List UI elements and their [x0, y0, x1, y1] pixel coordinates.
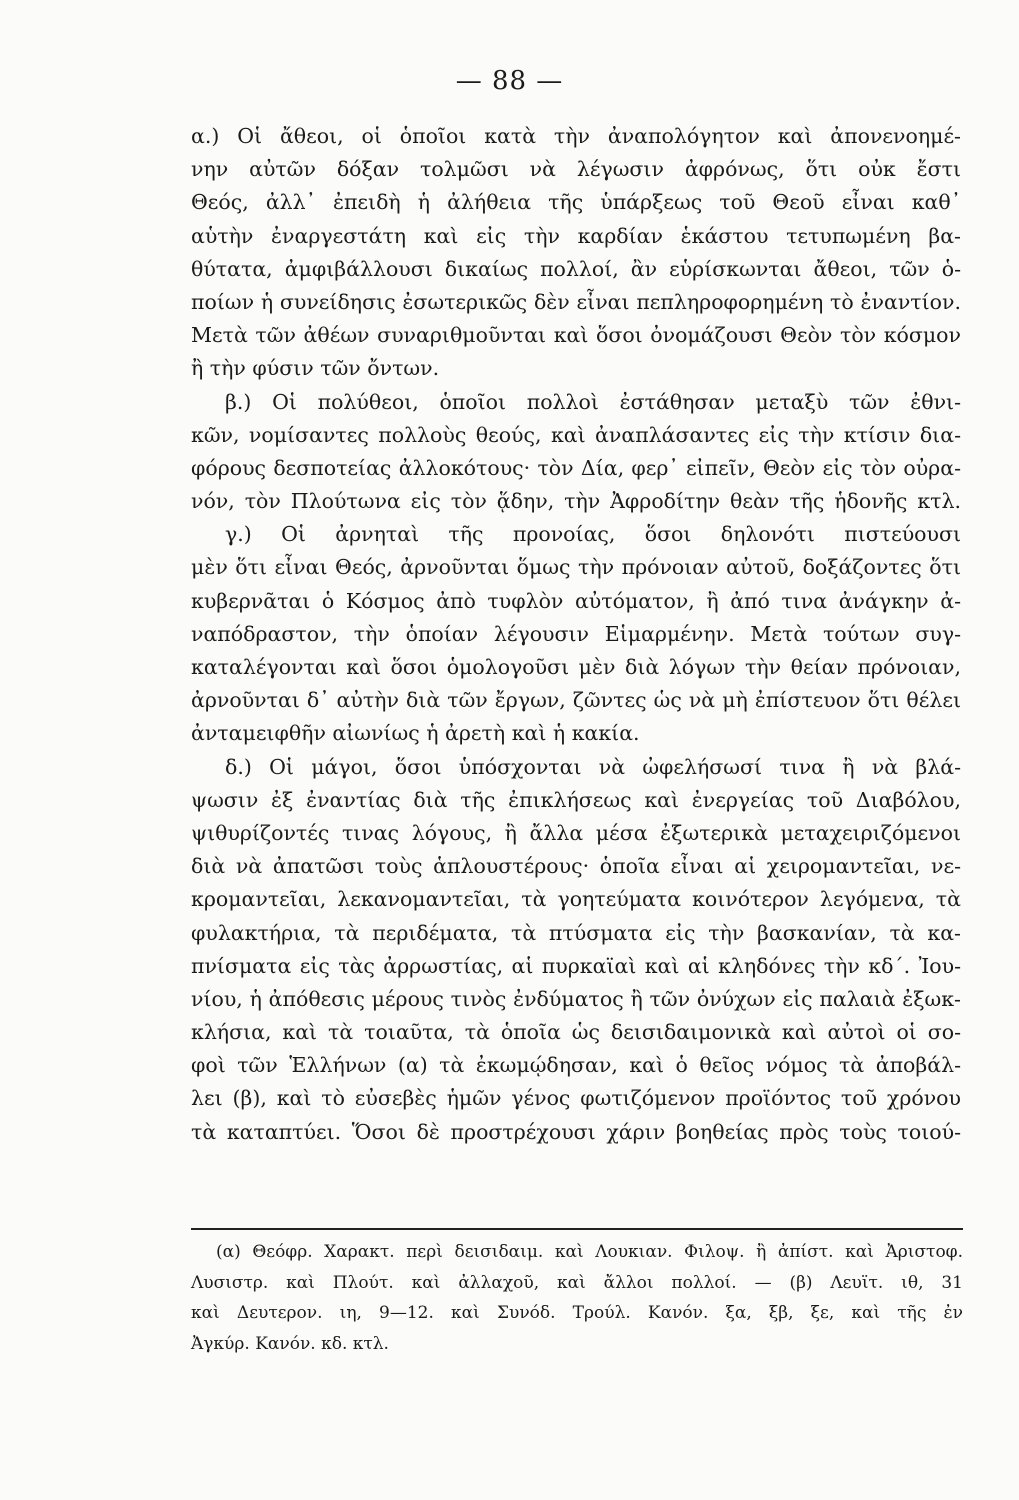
text-line: πνίσματα εἰς τὰς ἀρρωστίας, αἱ πυρκαϊαὶ καὶ αἱ κληδόνες τὴν κδ΄. Ἰου- [191, 953, 961, 978]
text-line: ψωσιν ἐξ ἐναντίας διὰ τῆς ἐπικλήσεως καὶ ἐνεργείας τοῦ Διαβόλου, [191, 787, 961, 812]
footnote-line: Ἀγκύρ. Κανόν. κδ. κτλ. [191, 1333, 389, 1354]
text-line: αὑτὴν ἐναργεστάτη καὶ εἰς τὴν καρδίαν ἑκάστου τετυπωμένη βα- [191, 223, 961, 248]
text-line: ναπόδραστον, τὴν ὁποίαν λέγουσιν Εἱμαρμένην. Μετὰ τούτων συγ- [191, 621, 961, 646]
text-line: φόρους δεσποτείας ἀλλοκότους· τὸν Δία, φερ᾽ εἰπεῖν, Θεὸν εἰς τὸν οὐρα- [191, 455, 961, 480]
main-text [191, 120, 961, 1149]
text-line: κυβερνᾶται ὁ Κόσμος ἀπὸ τυφλὸν αὐτόματον, ἢ ἀπό τινα ἀνάγκην ἀ- [191, 588, 961, 613]
text-line: γ.) Οἱ ἀρνηταὶ τῆς προνοίας, ὅσοι δηλονότι πιστεύουσι [225, 522, 961, 547]
text-line: νόν, τὸν Πλούτωνα εἰς τὸν ᾅδην, τὴν Ἀφροδίτην θεὰν τῆς ἡδονῆς κτλ. [191, 489, 961, 514]
text-line: φυλακτήρια, τὰ περιδέματα, τὰ πτύσματα εἰς τὴν βασκανίαν, τὰ κα- [191, 920, 961, 945]
text-line: κλήσια, καὶ τὰ τοιαῦτα, τὰ ὁποῖα ὡς δεισιδαιμονικὰ καὶ αὐτοὶ οἱ σο- [191, 1020, 961, 1045]
text-line: κρομαντεῖαι, λεκανομαντεῖαι, τὰ γοητεύματα κοινότερον λεγόμενα, τὰ [191, 887, 961, 912]
footnote-rule [191, 1228, 963, 1230]
text-line: ἢ τὴν φύσιν τῶν ὄντων. [191, 356, 440, 381]
text-line: ἀνταμειφθῆν αἰωνίως ἡ ἀρετὴ καὶ ἡ κακία. [191, 721, 640, 746]
text-line: δ.) Οἱ μάγοι, ὅσοι ὑπόσχονται νὰ ὠφελήσωσί τινα ἢ νὰ βλά- [225, 754, 961, 779]
footnote-line: Λυσιστρ. καὶ Πλούτ. καὶ ἀλλαχοῦ, καὶ ἄλλοι πολλοί. — (β) Λευϊτ. ιθ, 31 [191, 1272, 963, 1293]
text-line: διὰ νὰ ἀπατῶσι τοὺς ἁπλουστέρους· ὁποῖα εἶναι αἱ χειρομαντεῖαι, νε- [191, 854, 961, 879]
text-line: β.) Οἱ πολύθεοι, ὁποῖοι πολλοὶ ἐστάθησαν μεταξὺ τῶν ἐθνι- [225, 389, 961, 414]
text-line: νίου, ἡ ἀπόθεσις μέρους τινὸς ἐνδύματος ἢ τῶν ὀνύχων εἰς παλαιὰ ἐξωκ- [191, 986, 961, 1011]
text-line: καταλέγονται καὶ ὅσοι ὁμολογοῦσι μὲν διὰ λόγων τὴν θείαν πρόνοιαν, [191, 655, 961, 679]
footnotes [191, 1237, 963, 1359]
text-line: ποίων ἡ συνείδησις ἐσωτερικῶς δὲν εἶναι πεπληροφορημένη τὸ ἐναντίον. [191, 289, 961, 314]
text-line: φοὶ τῶν Ἑλλήνων (α) τὰ ἐκωμῴδησαν, καὶ ὁ θεῖος νόμος τὰ ἀποβάλ- [191, 1053, 961, 1078]
text-line: ἀρνοῦνται δ᾽ αὐτὴν διὰ τῶν ἔργων, ζῶντες ὡς νὰ μὴ ἐπίστευον ὅτι θέλει [191, 688, 961, 713]
text-line: τὰ καταπτύει. Ὅσοι δὲ προστρέχουσι χάριν βοηθείας πρὸς τοὺς τοιού- [191, 1119, 961, 1144]
text-line: α.) Οἱ ἄθεοι, οἱ ὁποῖοι κατὰ τὴν ἀναπολόγητον καὶ ἀπονενοημέ- [191, 124, 961, 148]
text-line: λει (β), καὶ τὸ εὐσεβὲς ἡμῶν γένος φωτιζόμενον προϊόντος τοῦ χρόνου [191, 1086, 961, 1111]
text-line: Μετὰ τῶν ἀθέων συναριθμοῦνται καὶ ὅσοι ὀνομάζουσι Θεὸν τὸν κόσμον [191, 323, 961, 348]
text-line: ψιθυρίζοντές τινας λόγους, ἢ ἄλλα μέσα ἐξωτερικὰ μεταχειριζόμενοι [191, 820, 961, 845]
text-line: Θεός, ἀλλ᾽ ἐπειδὴ ἡ ἀλήθεια τῆς ὑπάρξεως τοῦ Θεοῦ εἶναι καθ᾽ [191, 190, 961, 215]
text-line: νην αὐτῶν δόξαν τολμῶσι νὰ λέγωσιν ἀφρόνως, ὅτι οὐκ ἔστι [191, 157, 961, 182]
footnote-line: καὶ Δευτερον. ιη, 9—12. καὶ Συνόδ. Τρούλ. Κανόν. ξα, ξβ, ξε, καὶ τῆς ἐν [191, 1303, 963, 1323]
page-number: — 88 — [455, 66, 564, 96]
text-line: κῶν, νομίσαντες πολλοὺς θεούς, καὶ ἀναπλάσαντες εἰς τὴν κτίσιν δια- [191, 422, 961, 447]
text-line: μὲν ὅτι εἶναι Θεός, ἀρνοῦνται ὅμως τὴν πρόνοιαν αὐτοῦ, δοξάζοντες ὅτι [191, 555, 961, 580]
text-line: θύτατα, ἀμφιβάλλουσι δικαίως πολλοί, ἂν εὑρίσκωνται ἄθεοι, τῶν ὁ- [191, 256, 961, 281]
footnote-line: (α) Θεόφρ. Χαρακτ. περὶ δεισιδαιμ. καὶ Λουκιαν. Φιλοψ. ἢ ἀπίστ. καὶ Ἀριστοφ. [216, 1242, 963, 1262]
